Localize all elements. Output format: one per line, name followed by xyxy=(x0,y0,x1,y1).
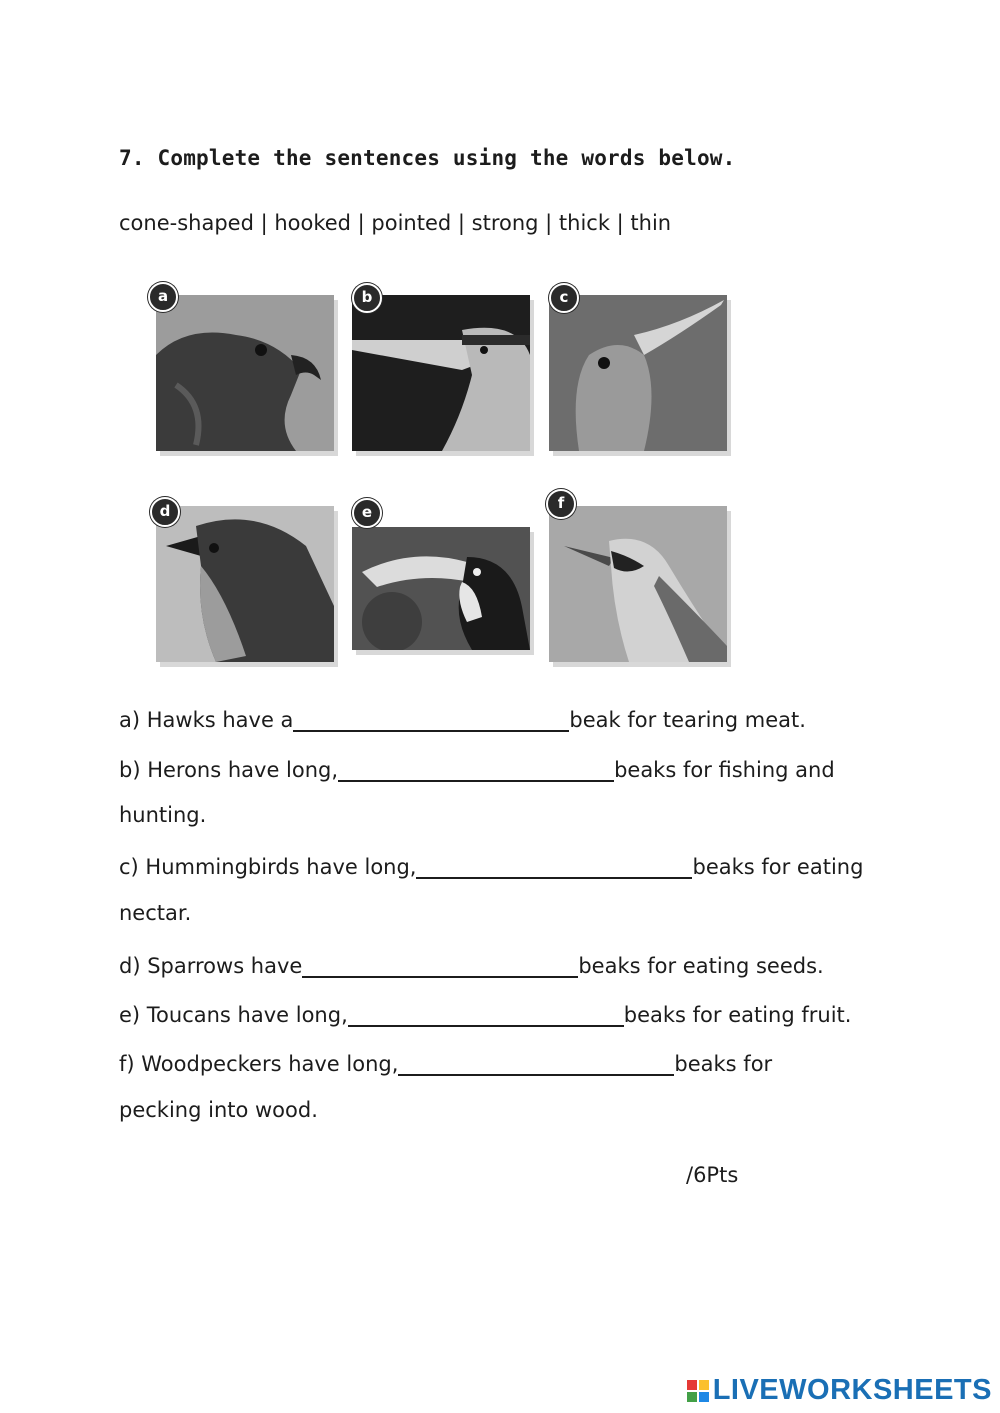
answer-blank-f[interactable] xyxy=(398,1048,674,1076)
photo-toucan xyxy=(352,527,530,650)
sentence-b-continuation: hunting. xyxy=(119,803,207,827)
hawk-image xyxy=(156,295,334,451)
liveworksheets-logo xyxy=(687,1374,992,1407)
sparrow-image xyxy=(156,506,334,662)
photo-label-f: f xyxy=(546,489,576,519)
photo-woodpecker xyxy=(549,506,727,662)
photo-label-c: c xyxy=(549,283,579,313)
sentence-c-end: beaks for eating xyxy=(692,855,864,879)
photo-label-b: b xyxy=(352,283,382,313)
photo-sparrow xyxy=(156,506,334,662)
sentence-c-continuation: nectar. xyxy=(119,901,192,925)
toucan-image xyxy=(352,527,530,650)
answer-blank-b[interactable] xyxy=(338,754,614,782)
photo-hawk xyxy=(156,295,334,451)
sentence-f-continuation: pecking into wood. xyxy=(119,1098,318,1122)
photo-hummingbird xyxy=(549,295,727,451)
sentence-f-start: f) Woodpeckers have long, xyxy=(119,1052,399,1076)
sentence-d-end: beaks for eating seeds. xyxy=(578,954,824,978)
sentence-a xyxy=(119,704,806,732)
word-bank: cone-shaped | hooked | pointed | strong | thick | thin xyxy=(119,211,672,235)
photo-label-a: a xyxy=(148,282,178,312)
sentence-e xyxy=(119,999,851,1027)
answer-blank-a[interactable] xyxy=(293,704,569,732)
answer-blank-d[interactable] xyxy=(302,950,578,978)
exercise-title: 7. Complete the sentences using the words below. xyxy=(119,146,736,170)
photo-label-d: d xyxy=(150,497,180,527)
answer-blank-c[interactable] xyxy=(416,851,692,879)
sentence-c-start: c) Hummingbirds have long, xyxy=(119,855,417,879)
sentence-f-end: beaks for xyxy=(674,1052,773,1076)
sentence-b xyxy=(119,754,835,782)
photo-label-e: e xyxy=(352,498,382,528)
sentence-f xyxy=(119,1048,772,1076)
sentence-c xyxy=(119,851,863,879)
liveworksheets-logo-icon xyxy=(687,1380,709,1402)
sentence-d-start: d) Sparrows have xyxy=(119,954,303,978)
sentence-d xyxy=(119,950,824,978)
answer-blank-e[interactable] xyxy=(348,999,624,1027)
sentence-b-end: beaks for fishing and xyxy=(614,758,835,782)
sentence-a-start: a) Hawks have a xyxy=(119,708,294,732)
hummingbird-image xyxy=(549,295,727,451)
score-label: /6Pts xyxy=(686,1163,739,1187)
liveworksheets-brand: LIVEWORKSHEETS xyxy=(712,1374,992,1406)
photo-heron xyxy=(352,295,530,451)
woodpecker-image xyxy=(549,506,727,662)
sentence-e-end: beaks for eating fruit. xyxy=(623,1003,852,1027)
sentence-e-start: e) Toucans have long, xyxy=(119,1003,348,1027)
sentence-a-end: beak for tearing meat. xyxy=(569,708,806,732)
heron-image xyxy=(352,295,530,451)
sentence-b-start: b) Herons have long, xyxy=(119,758,339,782)
